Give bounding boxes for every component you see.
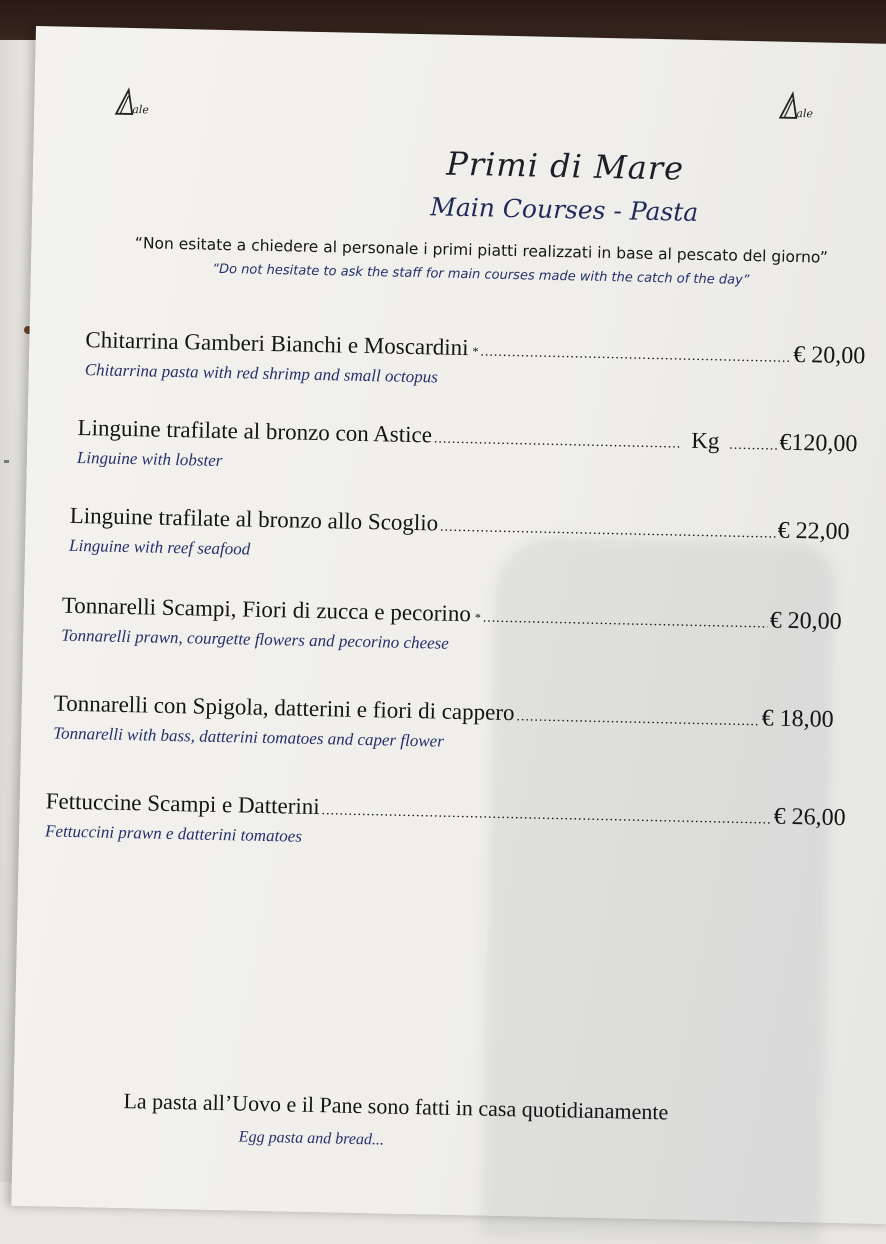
dish-star-mark: *	[472, 344, 479, 359]
dish-star-mark: *	[474, 610, 481, 625]
dish-description: Tonnarelli with bass, datterini tomatoes and caper flower	[52, 723, 445, 751]
footer-note-english: Egg pasta and bread...	[238, 1128, 385, 1149]
footer-note-italian: La pasta all’Uovo e il Pane sono fatti in casa quotidianamente	[123, 1088, 669, 1125]
notice-english: “Do not hesitate to ask the staff for main courses made with the catch of the day”	[212, 261, 750, 288]
svg-text:ale: ale	[132, 103, 149, 117]
svg-text:ale: ale	[796, 106, 814, 121]
notice-italian: “Non esitate a chiedere al personale i primi piatti realizzati in base al pescato del giorno”	[134, 234, 829, 267]
dish-name: Chitarrina Gamberi Bianchi e Moscardini	[85, 327, 469, 361]
dish-price: € 26,00	[773, 803, 846, 832]
leader-dots	[480, 344, 791, 367]
dish-price: € 22,00	[777, 517, 850, 546]
dish-name: Tonnarelli con Spigola, datterini e fiori di cappero	[53, 690, 515, 726]
dish-name: Fettuccine Scampi e Datterini	[45, 788, 320, 820]
dish-price: € 18,00	[761, 705, 834, 733]
menu-item	[69, 503, 850, 572]
dish-price: €120,00	[779, 429, 858, 458]
restaurant-logo-icon	[776, 90, 821, 123]
dish-description: Chitarrina pasta with red shrimp and small octopus	[84, 360, 439, 387]
dish-name: Linguine trafilate al bronzo allo Scoglio	[69, 502, 439, 536]
leader-dots	[516, 709, 759, 730]
dish-price: € 20,00	[769, 607, 842, 636]
dish-price: € 20,00	[793, 341, 866, 370]
menu-item	[77, 415, 858, 484]
dish-unit: Kg	[691, 427, 720, 454]
leader-dots	[440, 520, 776, 543]
dish-name: Linguine trafilate al bronzo con Astice	[77, 414, 433, 448]
menu-title: Primi di Mare	[445, 144, 685, 188]
leader-dots	[729, 438, 779, 455]
dish-description: Linguine with lobster	[76, 447, 223, 470]
leader-dots	[321, 803, 771, 828]
dish-name: Tonnarelli Scampi, Fiori di zucca e pecorino	[61, 592, 472, 627]
restaurant-logo-icon	[112, 86, 157, 119]
dish-description: Fettuccini prawn e datterini tomatoes	[44, 821, 303, 846]
dish-description: Tonnarelli prawn, courgette flowers and pecorino cheese	[61, 625, 450, 653]
leader-dots	[483, 610, 768, 632]
menu-subtitle: Main Courses - Pasta	[430, 192, 699, 227]
dish-description: Linguine with reef seafood	[68, 535, 251, 559]
leader-dots	[434, 431, 680, 452]
menu-page	[11, 26, 886, 1224]
menu-item	[85, 327, 866, 396]
speck-mark	[4, 460, 9, 463]
